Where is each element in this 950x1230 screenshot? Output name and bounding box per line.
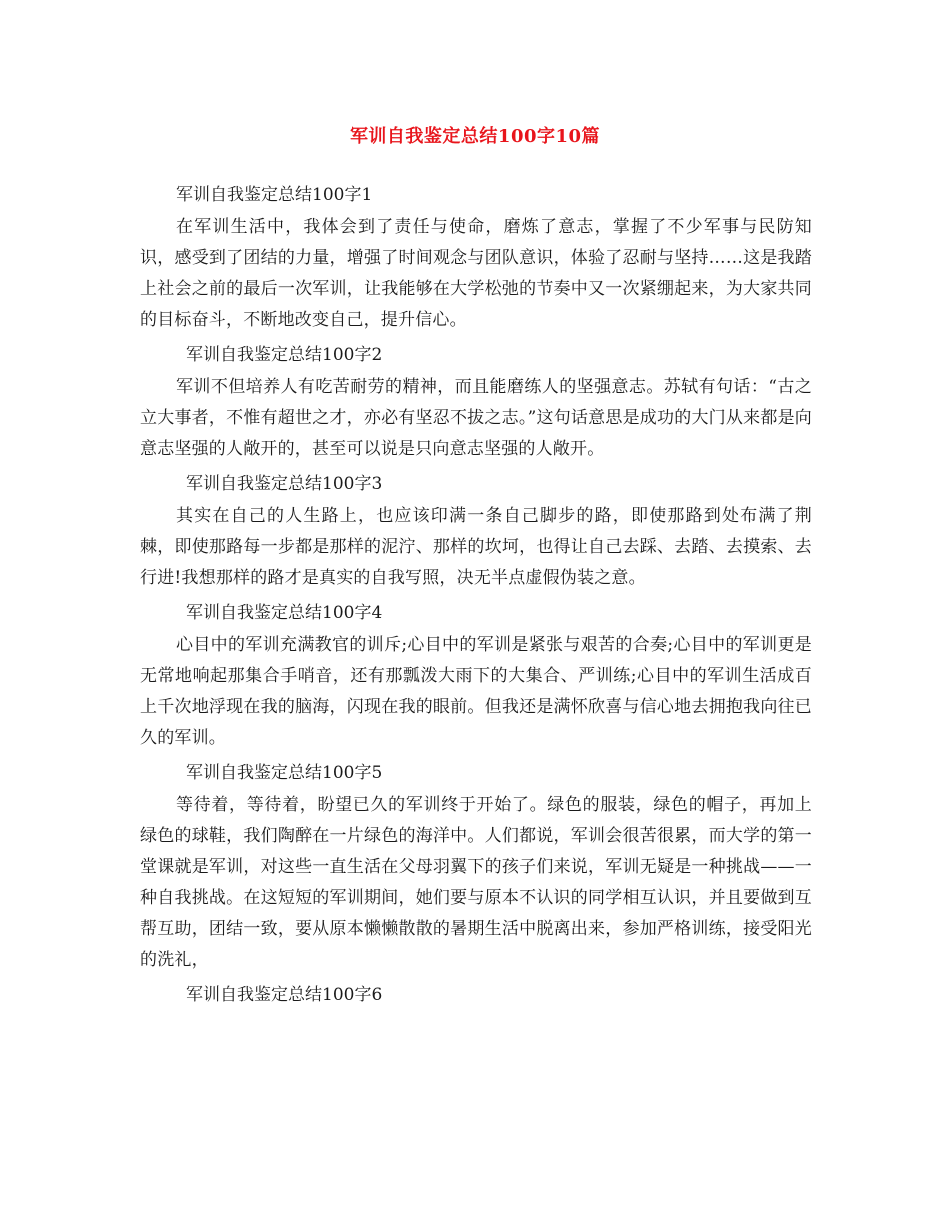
section-paragraph-3: 其实在自己的人生路上，也应该印满一条自己脚步的路，即使那路到处布满了荆棘，即使那路每一步都是那样的泥泞、那样的坎坷，也得让自己去踩、去踏、去摸索、去行进!我想那样的路才是真实的自我写照，决无半点虚假伪装之意。	[140, 506, 812, 588]
section-heading-6: 军训自我鉴定总结100字6	[186, 985, 383, 1005]
document-title: 军训自我鉴定总结100字10篇	[349, 126, 601, 147]
section-heading-3: 军训自我鉴定总结100字3	[186, 474, 383, 494]
section-paragraph-4: 心目中的军训充满教官的训斥;心目中的军训是紧张与艰苦的合奏;心目中的军训更是无常地响起那集合手哨音，还有那瓢泼大雨下的大集合、严训练;心目中的军训生活成百上千次地浮现在我的脑海，闪现在我的眼前。但我还是满怀欣喜与信心地去拥抱我向往已久的军训。	[140, 635, 812, 748]
section-heading-2: 军训自我鉴定总结100字2	[186, 345, 383, 365]
section-heading-4: 军训自我鉴定总结100字4	[186, 603, 383, 623]
section-paragraph-5: 等待着，等待着，盼望已久的军训终于开始了。绿色的服装，绿色的帽子，再加上绿色的球鞋，我们陶醉在一片绿色的海洋中。人们都说，军训会很苦很累，而大学的第一堂课就是军训，对这些一直生活在父母羽翼下的孩子们来说，军训无疑是一种挑战——一种自我挑战。在这短短的军训期间，她们要与原本不认识的同学相互认识，并且要做到互帮互助，团结一致，要从原本懒懒散散的暑期生活中脱离出来，参加严格训练，接受阳光的洗礼，	[140, 795, 812, 970]
section-heading-5: 军训自我鉴定总结100字5	[186, 763, 383, 783]
section-heading-1: 军训自我鉴定总结100字1	[176, 185, 373, 205]
section-paragraph-1: 在军训生活中，我体会到了责任与使命，磨炼了意志，掌握了不少军事与民防知识，感受到了团结的力量，增强了时间观念与团队意识，体验了忍耐与坚持……这是我踏上社会之前的最后一次军训，让我能够在大学松弛的节奏中又一次紧绷起来，为大家共同的目标奋斗，不断地改变自己，提升信心。	[140, 217, 812, 330]
section-paragraph-2: 军训不但培养人有吃苦耐劳的精神，而且能磨练人的坚强意志。苏轼有句话：“古之立大事者，不惟有超世之才，亦必有坚忍不拔之志。”这句话意思是成功的大门从来都是向意志坚强的人敞开的，甚至可以说是只向意志坚强的人敞开。	[140, 377, 812, 459]
document-body	[140, 180, 812, 1010]
